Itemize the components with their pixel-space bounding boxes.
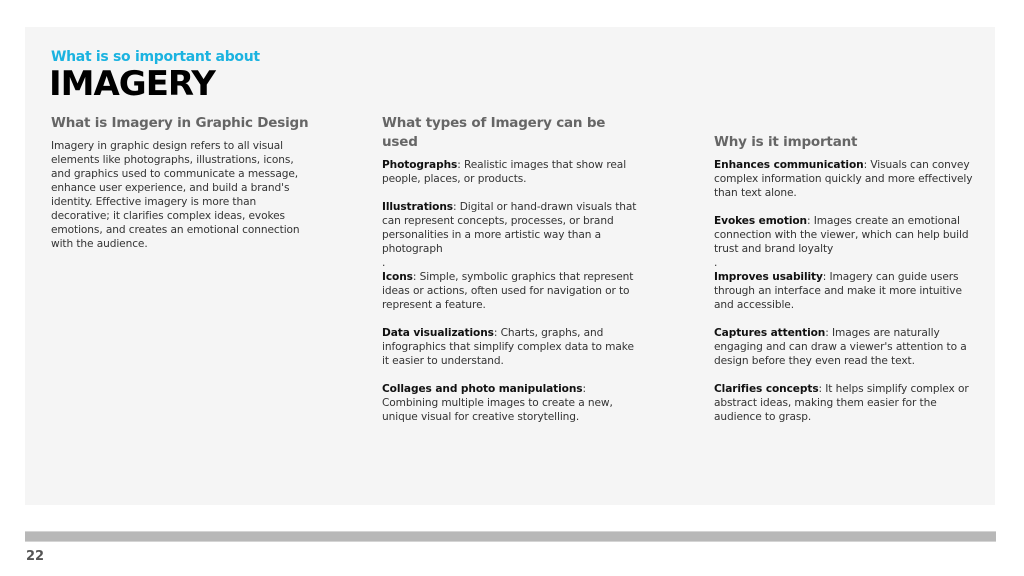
item-term: Captures attention bbox=[714, 327, 826, 339]
item-term: Photographs bbox=[382, 159, 458, 171]
item-term: Evokes emotion bbox=[714, 215, 807, 227]
slide-kicker: What is so important about bbox=[51, 49, 260, 65]
column-body: Imagery in graphic design refers to all visual elements like photographs, illustrations, icons, and graphics used to communicate a message, enhance user experience, and build a brand's identity. Effective imagery is more than decorative; it clarifies complex ideas, evokes emotions, and creates an emotional connection with the audience. bbox=[51, 140, 300, 250]
item-desc: : Images create an emotional connection with the viewer, which can help build trust and brand loyalty bbox=[714, 215, 969, 255]
item-desc: : Simple, symbolic graphics that represent ideas or actions, often used for navigation or to represent a feature. bbox=[382, 271, 634, 311]
item-desc: : Charts, graphs, and infographics that simplify complex data to make it easier to understand. bbox=[382, 327, 634, 367]
column-heading: Why is it important bbox=[714, 134, 858, 150]
slide-title: IMAGERY bbox=[49, 64, 215, 104]
list-item-captures-attention bbox=[714, 326, 976, 368]
list-item-clarifies-concepts bbox=[714, 382, 976, 424]
item-term: Enhances communication bbox=[714, 159, 864, 171]
item-desc: : Visuals can convey complex information quickly and more effectively than text alone. bbox=[714, 159, 973, 199]
column-heading: What types of Imagery can be used bbox=[382, 115, 606, 150]
list-item-illustrations bbox=[382, 200, 644, 256]
column-types-of-imagery bbox=[382, 114, 644, 438]
separator-dot: . bbox=[714, 257, 718, 269]
item-desc: : Realistic images that show real people, places, or products. bbox=[382, 159, 627, 185]
item-desc: : Digital or hand-drawn visuals that can represent concepts, processes, or brand personalities in a more artistic way than a photograph bbox=[382, 201, 637, 255]
list-item-collages bbox=[382, 382, 644, 424]
list-item-photographs bbox=[382, 158, 644, 186]
item-term: Improves usability bbox=[714, 271, 823, 283]
page-number: 22 bbox=[26, 549, 45, 564]
column-what-is-imagery bbox=[51, 114, 313, 251]
item-desc: : It helps simplify complex or abstract ideas, making them easier for the audience to grasp. bbox=[714, 383, 969, 423]
column-heading: What is Imagery in Graphic Design bbox=[51, 115, 309, 131]
list-item-icons bbox=[382, 270, 644, 312]
list-item-evokes-emotion bbox=[714, 214, 976, 256]
item-term: Data visualizations bbox=[382, 327, 494, 339]
footer-divider-bar bbox=[25, 531, 996, 542]
column-why-important bbox=[714, 114, 976, 438]
item-desc: : Images are naturally engaging and can draw a viewer's attention to a design before they even read the text. bbox=[714, 327, 967, 367]
item-desc: : Combining multiple images to create a new, unique visual for creative storytelling. bbox=[382, 383, 613, 423]
list-item-enhances-communication bbox=[714, 158, 976, 200]
item-term: Illustrations bbox=[382, 201, 454, 213]
item-desc: : Imagery can guide users through an interface and make it more intuitive and accessible. bbox=[714, 271, 962, 311]
item-term: Clarifies concepts bbox=[714, 383, 819, 395]
item-term: Icons bbox=[382, 271, 413, 283]
separator-dot: . bbox=[382, 257, 386, 269]
list-item-data-visualizations bbox=[382, 326, 644, 368]
list-item-improves-usability bbox=[714, 270, 976, 312]
item-term: Collages and photo manipulations bbox=[382, 383, 583, 395]
